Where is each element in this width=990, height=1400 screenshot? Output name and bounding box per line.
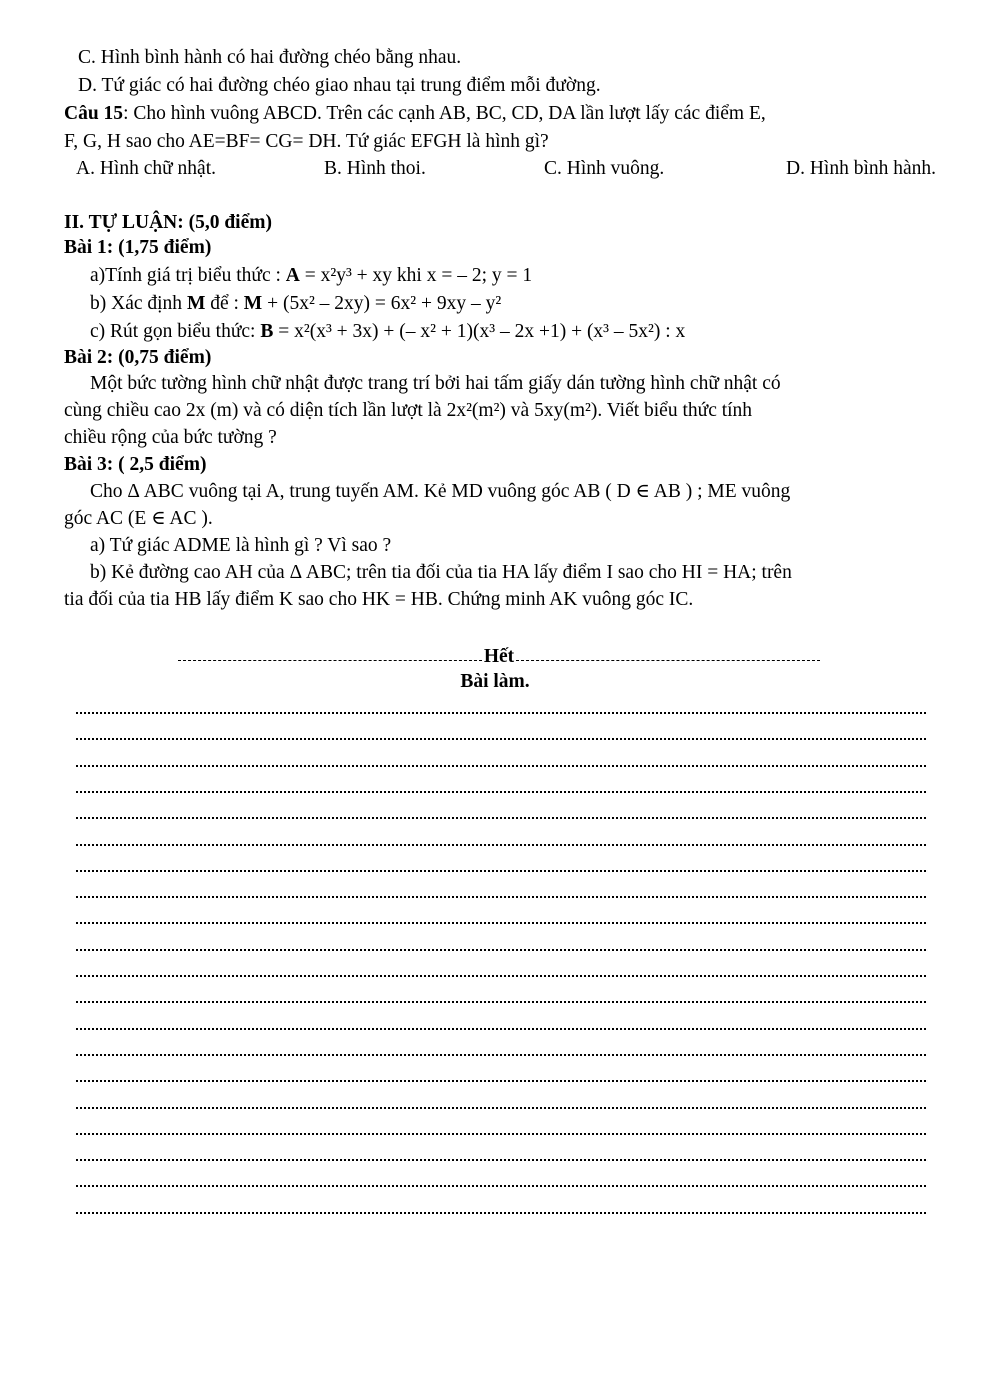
q14-option-c: C. Hình bình hành có hai đường chéo bằng nhau. (78, 47, 462, 68)
answer-dotted-line (76, 1212, 926, 1214)
bai1-a-prefix: a)Tính giá trị biểu thức : (90, 265, 281, 286)
answer-dotted-line (76, 1028, 926, 1030)
answer-dotted-line (76, 1001, 926, 1003)
q15-option-b: B. Hình thoi. (324, 158, 426, 179)
answer-dotted-line (76, 1159, 926, 1161)
bai3-line-1: Cho Δ ABC vuông tại A, trung tuyến AM. Kẻ MD vuông góc AB ( D ∈ AB ) ; ME vuông (90, 481, 791, 502)
answer-dotted-line (76, 1107, 926, 1109)
bai1-c-var: B (260, 321, 274, 342)
bai3-part-b-line-2: tia đối của tia HB lấy điểm K sao cho HK = HB. Chứng minh AK vuông góc IC. (64, 589, 694, 610)
end-label: Hết (483, 646, 515, 667)
q15-label: Câu 15 (64, 103, 124, 124)
q15-option-c: C. Hình vuông. (544, 158, 665, 179)
answer-dotted-line (76, 765, 926, 767)
bai2-line-3: chiều rộng của bức tường ? (64, 427, 277, 448)
answer-dotted-line (76, 844, 926, 846)
answer-label: Bài làm. (460, 671, 530, 692)
answer-dotted-line (76, 817, 926, 819)
bai3-part-a: a) Tứ giác ADME là hình gì ? Vì sao ? (90, 535, 392, 556)
answer-dotted-line (76, 896, 926, 898)
bai1-a-expr: = x²y³ + xy khi x = – 2; y = 1 (304, 265, 533, 286)
bai1-a-var: A (285, 265, 300, 286)
bai3-line-2: góc AC (E ∈ AC ). (64, 508, 213, 529)
bai1-c-prefix: c) Rút gọn biểu thức: (90, 321, 256, 342)
answer-dotted-line (76, 1054, 926, 1056)
bai2-line-1: Một bức tường hình chữ nhật được trang trí bởi hai tấm giấy dán tường hình chữ nhật có (90, 373, 781, 394)
answer-dotted-line (76, 922, 926, 924)
bai1-c-expr: = x²(x³ + 3x) + (– x² + 1)(x³ – 2x +1) + (x³ – 5x²) : x (278, 321, 686, 342)
bai1-b (90, 294, 501, 314)
answer-dotted-line (76, 1185, 926, 1187)
q15-line-2: F, G, H sao cho AE=BF= CG= DH. Tứ giác EFGH là hình gì? (64, 131, 549, 152)
bai2-line-2: cùng chiều cao 2x (m) và có diện tích lần lượt là 2x²(m²) và 5xy(m²). Viết biểu thức tính (64, 400, 753, 421)
bai1-a (90, 266, 532, 286)
q15-option-d: D. Hình bình hành. (786, 158, 937, 179)
answer-dotted-line (76, 949, 926, 951)
bai1-b-var: M (186, 293, 206, 314)
answer-dotted-line (76, 870, 926, 872)
q15-line-1 (64, 104, 766, 124)
answer-dotted-line (76, 1133, 926, 1135)
q15-text-1: : Cho hình vuông ABCD. Trên các cạnh AB, BC, CD, DA lần lượt lấy các điểm E, (123, 103, 766, 124)
bai2-title: Bài 2: (0,75 điểm) (64, 347, 212, 368)
answer-dotted-line (76, 1080, 926, 1082)
bai1-c (90, 322, 685, 342)
q14-option-d: D. Tứ giác có hai đường chéo giao nhau tại trung điểm mỗi đường. (78, 75, 601, 96)
bai1-b-var2: M (243, 293, 263, 314)
answer-dotted-line (76, 975, 926, 977)
bai1-b-mid: để : (210, 293, 239, 314)
bai1-b-expr: + (5x² – 2xy) = 6x² + 9xy – y² (267, 293, 502, 314)
bai1-title: Bài 1: (1,75 điểm) (64, 237, 212, 258)
end-separator-right-rule (516, 660, 820, 661)
bai3-title: Bài 3: ( 2,5 điểm) (64, 454, 207, 475)
bai1-b-prefix: b) Xác định (90, 293, 183, 314)
q15-option-a: A. Hình chữ nhật. (76, 158, 217, 179)
bai3-part-b-line-1: b) Kẻ đường cao AH của Δ ABC; trên tia đối của tia HA lấy điểm I sao cho HI = HA; trên (90, 562, 792, 583)
end-separator (178, 646, 820, 668)
end-separator-left-rule (178, 660, 482, 661)
answer-dotted-line (76, 738, 926, 740)
answer-dotted-line (76, 791, 926, 793)
answer-dotted-line (76, 712, 926, 714)
essay-heading: II. TỰ LUẬN: (5,0 điểm) (64, 212, 272, 233)
